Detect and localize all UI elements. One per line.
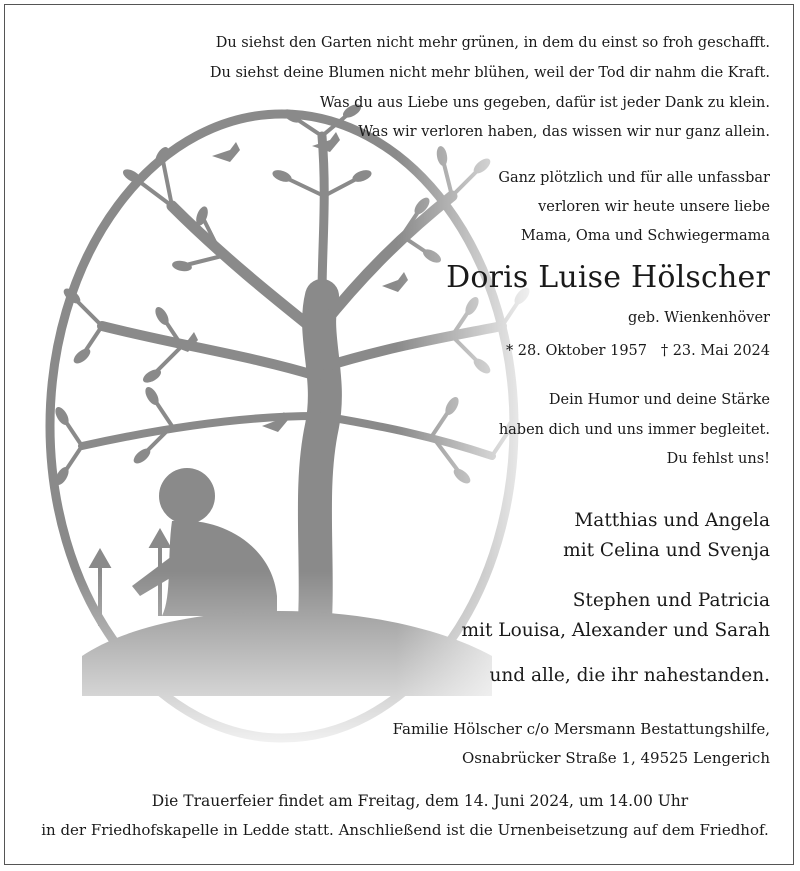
address-line-2: Osnabrücker Straße 1, 49525 Lengerich bbox=[462, 749, 770, 767]
birth-name: geb. Wienkenhöver bbox=[627, 310, 770, 326]
life-dates: * 28. Oktober 1957 † 23. Mai 2024 bbox=[505, 343, 770, 359]
mourner-line-2: mit Celina und Svenja bbox=[563, 540, 770, 561]
tribute-line-2: haben dich und uns immer begleitet. bbox=[498, 422, 770, 438]
intro-line-2: verloren wir heute unsere liebe bbox=[538, 199, 770, 215]
tribute-line-3: Du fehlst uns! bbox=[666, 451, 770, 467]
mourner-line-1: Matthias und Angela bbox=[574, 510, 770, 531]
poem-line-2: Du siehst deine Blumen nicht mehr blühen, weil der Tod dir nahm die Kraft. bbox=[209, 65, 770, 81]
tree-silhouette-illustration bbox=[22, 96, 542, 756]
mourner-line-3: Stephen und Patricia bbox=[572, 590, 770, 611]
ceremony-line-2: in der Friedhofskapelle in Ledde statt. Anschließend ist die Urnenbeisetzung auf dem Friedhof. bbox=[41, 821, 769, 839]
tribute-line-1: Dein Humor und deine Stärke bbox=[548, 392, 770, 408]
intro-line-3: Mama, Oma und Schwiegermama bbox=[520, 228, 770, 244]
poem-line-4: Was wir verloren haben, das wissen wir nur ganz allein. bbox=[358, 124, 770, 140]
poem-line-3: Was du aus Liebe uns gegeben, dafür ist jeder Dank zu klein. bbox=[319, 95, 770, 111]
address-line-1: Familie Hölscher c/o Mersmann Bestattungshilfe, bbox=[392, 720, 770, 738]
intro-line-1: Ganz plötzlich und für alle unfassbar bbox=[498, 170, 770, 186]
poem-line-1: Du siehst den Garten nicht mehr grünen, in dem du einst so froh geschafft. bbox=[215, 35, 770, 51]
ceremony-line-1: Die Trauerfeier findet am Freitag, dem 14. Juni 2024, um 14.00 Uhr bbox=[151, 792, 689, 810]
deceased-name: Doris Luise Hölscher bbox=[446, 260, 770, 295]
mourner-line-4: mit Louisa, Alexander und Sarah bbox=[461, 620, 770, 641]
mourner-line-5: und alle, die ihr nahestanden. bbox=[489, 665, 770, 686]
